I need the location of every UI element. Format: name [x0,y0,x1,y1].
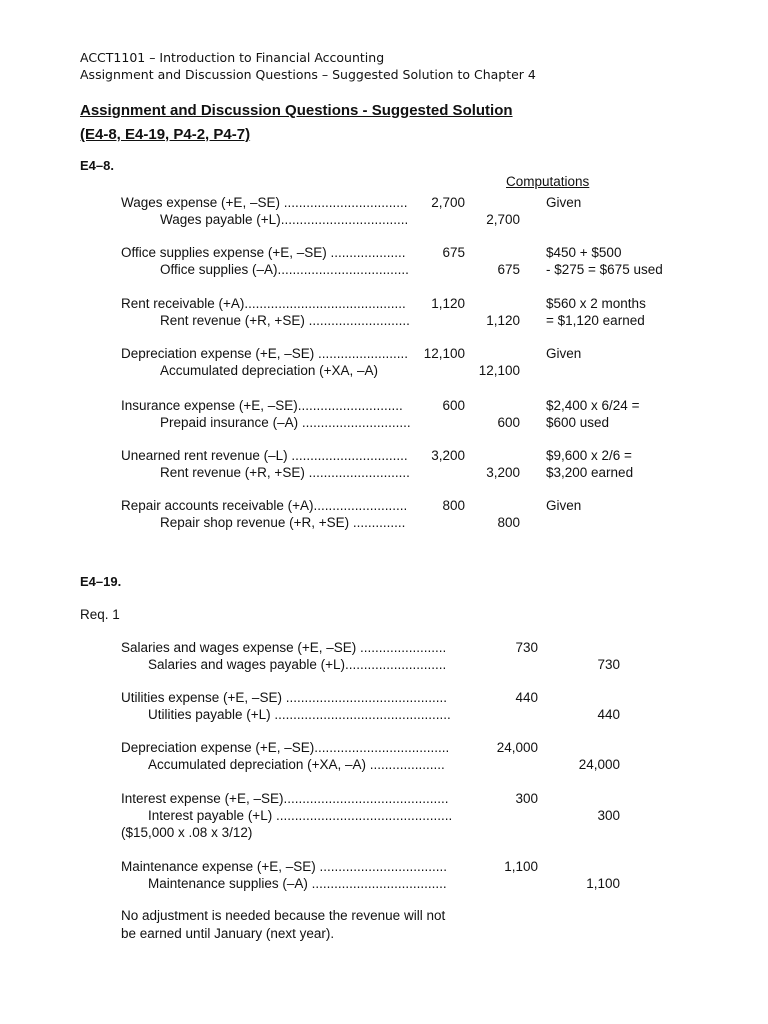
credit-amount: 440 [597,707,620,722]
computation-note: Given [546,195,582,210]
page-title: Assignment and Discussion Questions - Suggested Solution [80,102,513,119]
credit-amount: 675 [497,262,520,277]
credit-amount: 1,120 [486,313,520,328]
debit-account-label: Wages expense (+E, –SE) ................................. [121,195,408,210]
debit-amount: 675 [442,245,465,260]
closing-note-line-1: No adjustment is needed because the revenue will not [121,908,446,923]
debit-amount: 2,700 [431,195,465,210]
credit-amount: 600 [497,415,520,430]
computation-note: - $275 = $675 used [546,262,663,277]
credit-amount: 1,100 [586,876,620,891]
section-heading-e4-19: E4–19. [80,574,122,589]
debit-amount: 1,100 [504,859,538,874]
credit-amount: 300 [597,808,620,823]
doc-header-subtitle: Assignment and Discussion Questions – Suggested Solution to Chapter 4 [80,67,536,82]
debit-amount: 440 [515,690,538,705]
debit-account-label: Office supplies expense (+E, –SE) .................... [121,245,406,260]
computation-note: $600 used [546,415,610,430]
computations-header: Computations [506,174,590,189]
credit-account-label: Repair shop revenue (+R, +SE) .............. [160,515,406,530]
credit-amount: 2,700 [486,212,520,227]
credit-account-label: Accumulated depreciation (+XA, –A) [160,363,378,378]
computation-note: $450 + $500 [546,245,622,260]
computation-note: Given [546,498,582,513]
debit-account-label: Rent receivable (+A)........................................... [121,296,406,311]
computation-note: $3,200 earned [546,465,634,480]
debit-account-label: Utilities expense (+E, –SE) ........................................... [121,690,447,705]
debit-amount: 12,100 [423,346,465,361]
credit-account-label: Rent revenue (+R, +SE) ........................... [160,465,410,480]
credit-account-label: Wages payable (+L).................................. [160,212,409,227]
debit-account-label: Repair accounts receivable (+A)......................... [121,498,408,513]
debit-account-label: Maintenance expense (+E, –SE) .................................. [121,859,448,874]
debit-account-label: Insurance expense (+E, –SE)............................ [121,398,403,413]
credit-account-label: Maintenance supplies (–A) .................................... [148,876,447,891]
credit-amount: 800 [497,515,520,530]
debit-account-label: Unearned rent revenue (–L) ............................... [121,448,408,463]
credit-account-label: Utilities payable (+L) ............................................... [148,707,451,722]
credit-account-label: Prepaid insurance (–A) ............................. [160,415,411,430]
requirement-label: Req. 1 [80,607,120,622]
calculation-note: ($15,000 x .08 x 3/12) [121,825,253,840]
debit-account-label: Depreciation expense (+E, –SE) ........................ [121,346,409,361]
debit-amount: 300 [515,791,538,806]
debit-amount: 1,120 [431,296,465,311]
debit-amount: 800 [442,498,465,513]
credit-amount: 3,200 [486,465,520,480]
doc-header-course: ACCT1101 – Introduction to Financial Accounting [80,50,385,65]
computation-note: $2,400 x 6/24 = [546,398,640,413]
section-heading-e4-8: E4–8. [80,158,114,173]
credit-account-label: Salaries and wages payable (+L)........................... [148,657,447,672]
credit-account-label: Interest payable (+L) ............................................... [148,808,453,823]
debit-amount: 3,200 [431,448,465,463]
credit-amount: 12,100 [478,363,520,378]
page-title-problems: (E4-8, E4-19, P4-2, P4-7) [80,126,251,143]
computation-note: Given [546,346,582,361]
debit-account-label: Interest expense (+E, –SE)............................................ [121,791,449,806]
debit-amount: 730 [515,640,538,655]
computation-note: $9,600 x 2/6 = [546,448,632,463]
debit-account-label: Salaries and wages expense (+E, –SE) ....................... [121,640,447,655]
computation-note: $560 x 2 months [546,296,646,311]
debit-amount: 24,000 [496,740,538,755]
credit-account-label: Office supplies (–A)................................... [160,262,409,277]
computation-note: = $1,120 earned [546,313,645,328]
credit-amount: 24,000 [578,757,620,772]
credit-account-label: Accumulated depreciation (+XA, –A) .................... [148,757,445,772]
credit-account-label: Rent revenue (+R, +SE) ........................... [160,313,410,328]
credit-amount: 730 [597,657,620,672]
debit-amount: 600 [442,398,465,413]
closing-note-line-2: be earned until January (next year). [121,926,335,941]
debit-account-label: Depreciation expense (+E, –SE).................................... [121,740,450,755]
